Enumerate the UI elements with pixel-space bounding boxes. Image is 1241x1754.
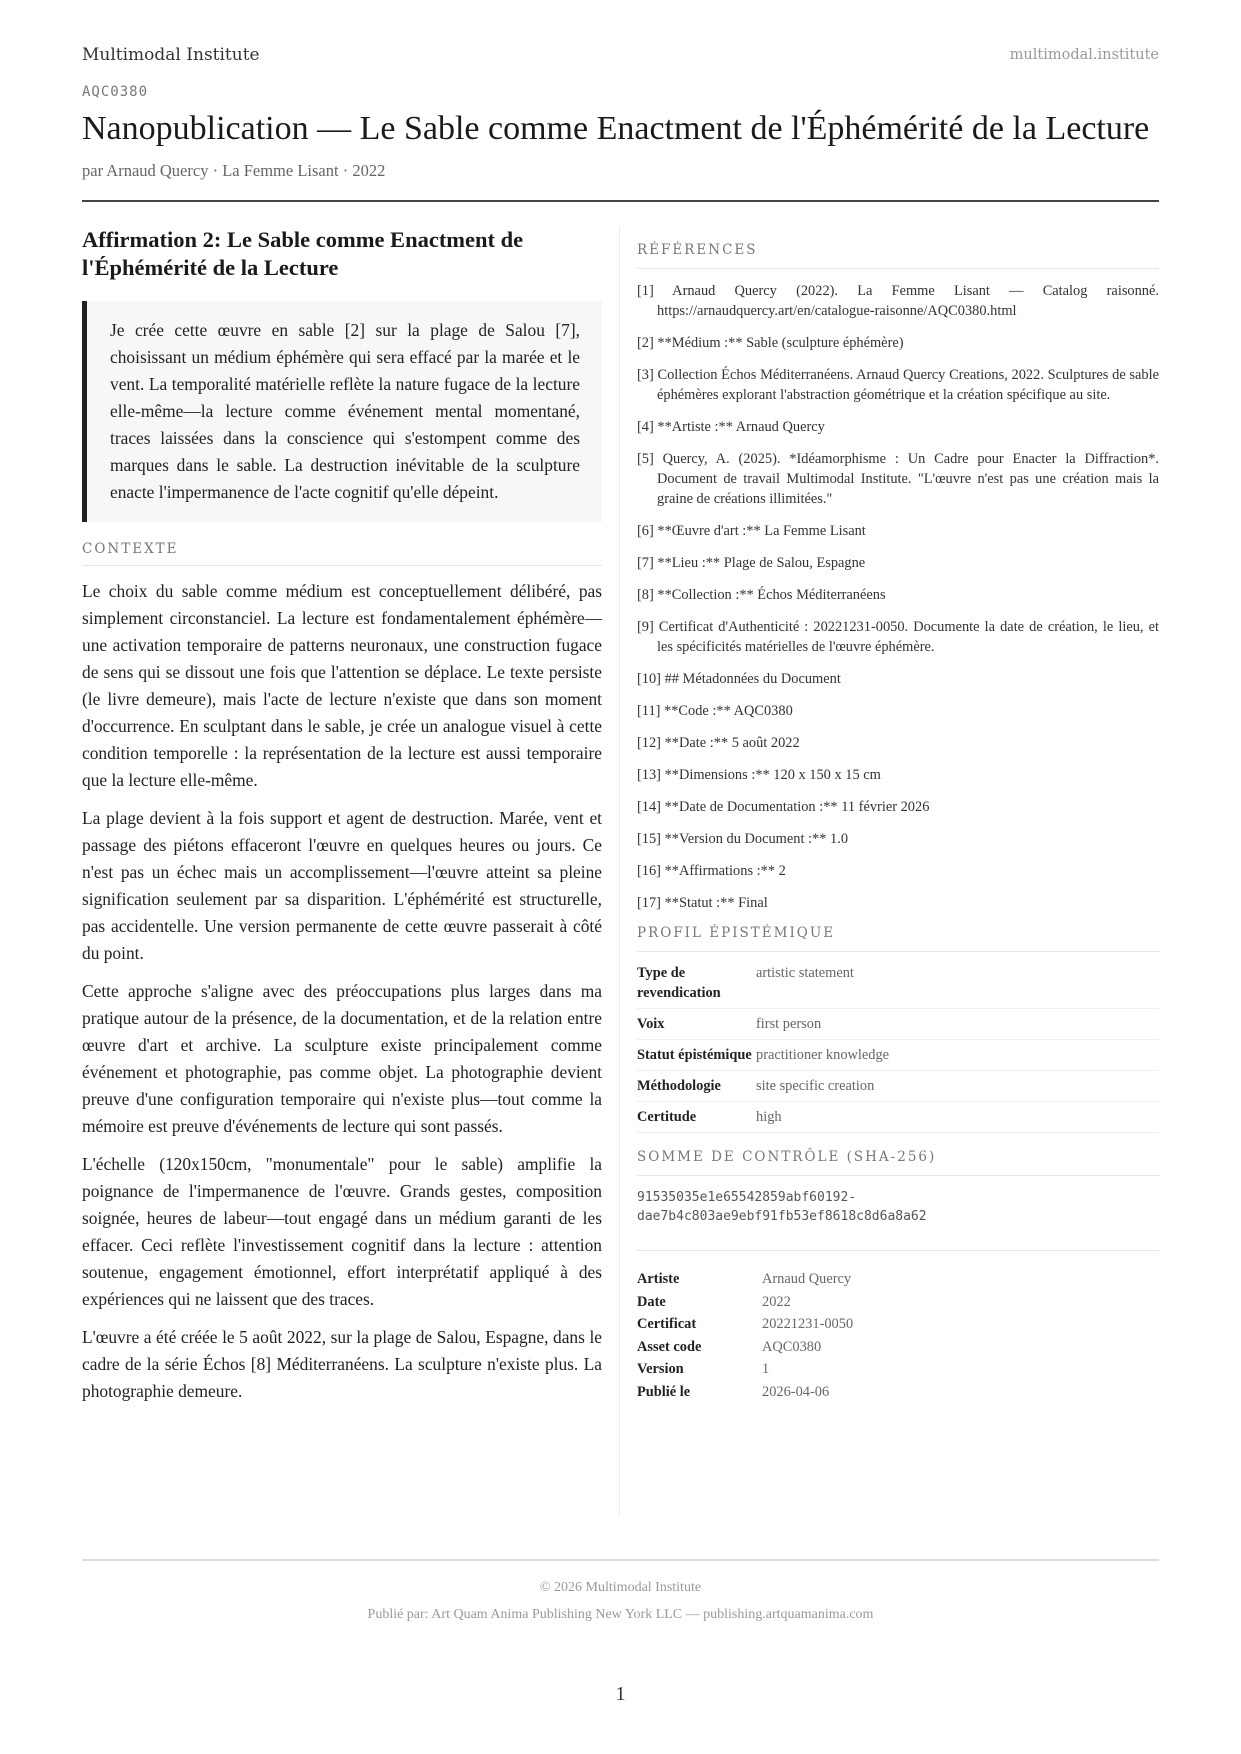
reference-item: [8] **Collection :** Échos Méditerranéens [637, 587, 886, 603]
metadata-row [637, 1313, 1159, 1336]
reference-item: [15] **Version du Document :** 1.0 [637, 831, 849, 847]
metadata-key: Date [637, 1293, 666, 1310]
checksum-heading: SOMME DE CONTRÔLE (SHA-256) [637, 1149, 1159, 1176]
references-heading: RÉFÉRENCES [637, 242, 1159, 269]
site-name[interactable]: Multimodal Institute [82, 45, 260, 65]
top-bar [82, 45, 1159, 67]
footer-divider [82, 1559, 1159, 1561]
footer-copyright: © 2026 Multimodal Institute [539, 1580, 702, 1595]
checksum-value [637, 1188, 1159, 1251]
page-title: Nanopublication — Le Sable comme Enactment de l'Éphémérité de la Lecture [82, 110, 1150, 147]
epistemic-key: Méthodologie [637, 1078, 721, 1094]
epistemic-value: artistic statement [756, 965, 854, 981]
epistemic-row [637, 958, 1159, 1009]
metadata-value: 1 [762, 1361, 770, 1378]
metadata-value: AQC0380 [762, 1338, 822, 1355]
checksum-line: dae7b4c803ae9ebf91fb53ef8618c8d6a8a62 [637, 1209, 927, 1224]
reference-item: [11] **Code :** AQC0380 [637, 703, 793, 719]
context-heading: CONTEXTE [82, 541, 602, 566]
context-body [82, 578, 602, 1405]
references-list [637, 281, 1159, 913]
metadata-row [637, 1336, 1159, 1359]
epistemic-row [637, 1071, 1159, 1102]
reference-item: [10] ## Métadonnées du Document [637, 671, 841, 687]
metadata-row [637, 1291, 1159, 1314]
reference-item: [16] **Affirmations :** 2 [637, 863, 786, 879]
epistemic-value: site specific creation [756, 1078, 875, 1094]
reference-item: [12] **Date :** 5 août 2022 [637, 735, 800, 751]
epistemic-value: practitioner knowledge [756, 1047, 890, 1063]
metadata-key: Certificat [637, 1316, 697, 1333]
reference-item: [4] **Artiste :** Arnaud Quercy [637, 419, 825, 435]
context-paragraph: L'échelle (120x150cm, "monumentale" pour le sable) amplifie la poignance de l'impermanence de l'œuvre. Grands gestes, composition soignée, heures de labeur—tout engagé dans un médium garanti de les effacer. Ceci reflète l'investissement cognitif dans la lecture : attention soutenue, engagement émotionnel, effort interprétatif appliqué à des expériences qui ne laissent que des traces. [82, 1154, 602, 1309]
reference-item: [17] **Statut :** Final [637, 895, 768, 911]
metadata-row [637, 1268, 1159, 1291]
main-column [82, 226, 602, 1416]
epistemic-key: Type de revendication [637, 965, 721, 1001]
asset-code: AQC0380 [82, 84, 149, 100]
claim-quote: Je crée cette œuvre en sable [2] sur la plage de Salou [7], choisissant un médium éphémère qui sera effacé par la marée et le vent. La temporalité matérielle reflète la nature fugace de la lecture elle-même—la lecture comme événement mental momentané, traces laissées dans la conscience qui s'estompent comme des marques dans le sable. La destruction inévitable de la sculpture enacte l'impermanence de l'acte cognitif qu'elle dépeint. [82, 301, 602, 522]
claim-title: Affirmation 2: Le Sable comme Enactment de l'Éphémérité de la Lecture [82, 227, 524, 280]
epistemic-value: high [756, 1109, 782, 1125]
context-paragraph: L'œuvre a été créée le 5 août 2022, sur la plage de Salou, Espagne, dans le cadre de la série Échos [8] Méditerranéens. La sculpture n'existe plus. La photographie demeure. [82, 1327, 602, 1401]
metadata-value: 2026-04-06 [762, 1383, 830, 1400]
metadata-value: 2022 [762, 1293, 791, 1310]
epistemic-row [637, 1009, 1159, 1040]
reference-item: [3] Collection Échos Méditerranéens. Arnaud Quercy Creations, 2022. Sculptures de sable éphémères explorant l'abstraction géométrique et la création spécifique au site. [637, 367, 1159, 403]
metadata-row [637, 1358, 1159, 1381]
reference-item: [13] **Dimensions :** 120 x 150 x 15 cm [637, 767, 881, 783]
reference-item: [2] **Médium :** Sable (sculpture éphémère) [637, 335, 904, 351]
metadata-key: Artiste [637, 1271, 680, 1287]
reference-item: [14] **Date de Documentation :** 11 février 2026 [637, 799, 930, 815]
page-number: 1 [615, 1683, 626, 1705]
column-divider [619, 226, 620, 1516]
reference-item: [6] **Œuvre d'art :** La Femme Lisant [637, 523, 866, 539]
metadata-value: 20221231-0050 [762, 1316, 854, 1333]
metadata-value: Arnaud Quercy [762, 1271, 852, 1287]
site-url[interactable]: multimodal.institute [1009, 47, 1159, 63]
metadata-key: Publié le [637, 1383, 691, 1400]
reference-item: [7] **Lieu :** Plage de Salou, Espagne [637, 555, 866, 571]
epistemic-row [637, 1040, 1159, 1071]
footer-publisher: Publié par: Art Quam Anima Publishing New York LLC — publishing.artquamanima.com [367, 1607, 874, 1622]
epistemic-key: Certitude [637, 1109, 697, 1125]
checksum-line: 91535035e1e65542859abf60192- [637, 1190, 857, 1205]
epistemic-row [637, 1102, 1159, 1133]
byline: par Arnaud Quercy · La Femme Lisant · 2022 [82, 161, 386, 180]
context-paragraph: La plage devient à la fois support et agent de destruction. Marée, vent et passage des piétons effaceront l'œuvre en quelques heures ou jours. Ce n'est pas un échec mais un accomplissement—l'œuvre atteint sa pleine signification seulement par sa disparition. L'éphémérité est structurelle, pas accidentelle. Une version permanente de cette œuvre passerait à côté du point. [82, 808, 602, 963]
header-divider [82, 200, 1159, 202]
context-paragraph: Le choix du sable comme médium est conceptuellement délibéré, pas simplement circonstanciel. La lecture est fondamentalement éphémère—une activation temporaire de patterns neuronaux, une construction fugace de sens qui se dissout une fois que l'attention se déplace. Le texte persiste (le livre demeure), mais l'acte de lecture n'existe que dans son moment d'occurrence. En sculptant dans le sable, je crée un analogue visuel à cette condition temporelle : la représentation de la lecture est aussi temporaire que la lecture elle-même. [82, 581, 602, 790]
reference-item: [5] Quercy, A. (2025). *Idéamorphisme : Un Cadre pour Enacter la Diffraction*. Document de travail Multimodal Institute. "L'œuvre n'est pas une création mais la graine de créations illimitées." [637, 451, 1159, 507]
metadata-table [637, 1268, 1159, 1404]
context-paragraph: Cette approche s'aligne avec des préoccupations plus larges dans ma pratique autour de la présence, de la documentation, et de la relation entre œuvre d'art et archive. La sculpture existe principalement comme événement et photographie, pas comme objet. La photographie devient preuve d'une configuration temporaire qui n'existe plus—tout comme la mémoire est preuve d'événements de lecture qui sont passés. [82, 981, 602, 1136]
reference-item: [9] Certificat d'Authenticité : 20221231-0050. Documente la date de création, le lieu, et les spécificités matérielles de l'œuvre éphémère. [637, 619, 1159, 655]
epistemic-profile-heading: PROFIL ÉPISTÉMIQUE [637, 925, 1159, 952]
epistemic-profile-table [637, 958, 1159, 1133]
epistemic-key: Voix [637, 1016, 665, 1032]
sidebar-column [637, 242, 1159, 1404]
metadata-row [637, 1381, 1159, 1404]
epistemic-value: first person [756, 1016, 822, 1032]
epistemic-key: Statut épistémique [637, 1047, 752, 1063]
reference-item[interactable]: [1] Arnaud Quercy (2022). La Femme Lisant — Catalog raisonné. https://arnaudquercy.art/en/catalogue-raisonne/AQC0380.html [637, 283, 1159, 319]
metadata-key: Version [637, 1361, 684, 1378]
metadata-key: Asset code [637, 1338, 702, 1355]
